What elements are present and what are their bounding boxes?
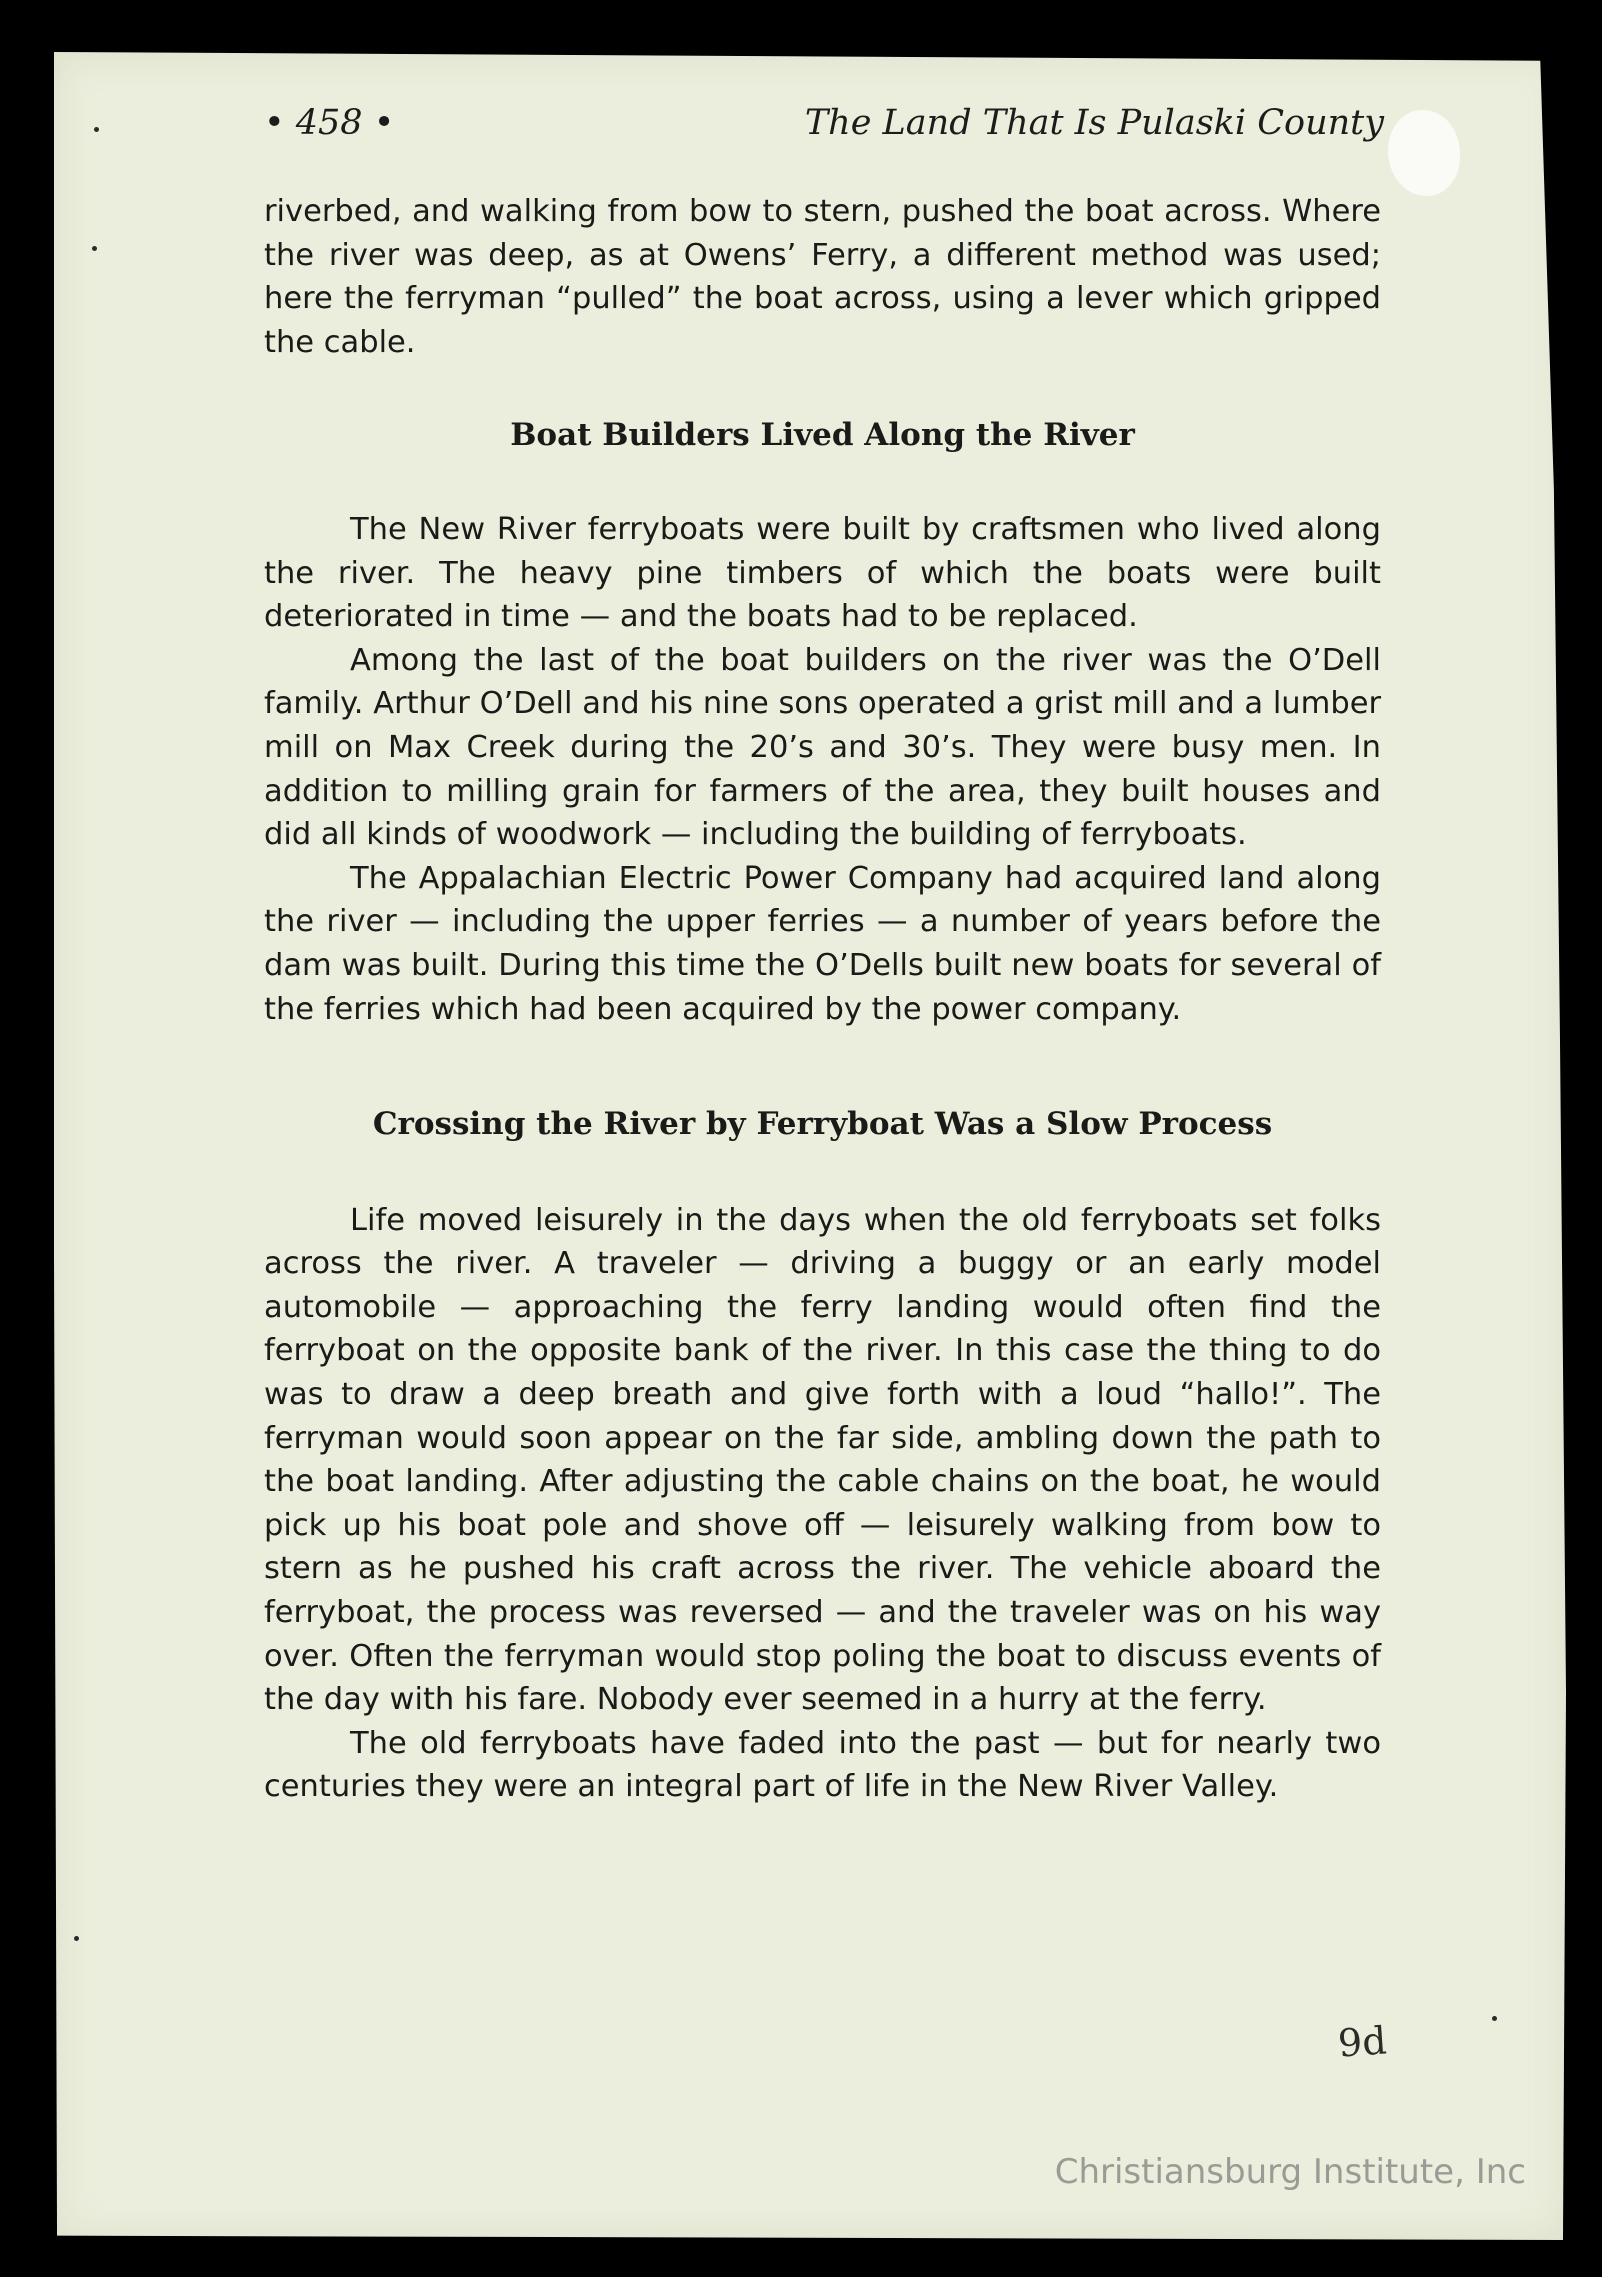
section-heading-boat-builders: Boat Builders Lived Along the River bbox=[510, 417, 1135, 454]
speck-dot bbox=[1492, 2016, 1497, 2021]
paper-tear bbox=[1388, 110, 1460, 196]
opening-paragraph: riverbed, and walking from bow to stern, pushed the boat across. Where the river was deep, as at Owens’ Ferry, a different method was used; here the ferryman “pulled” the boat across, using a lever which gripped the cable. bbox=[264, 194, 1381, 360]
paragraph: Among the last of the boat builders on the river was the O’Dell family. Arthur O’Dell and his nine sons operated a grist mill and a lumber mill on Max Creek during the 20’s and 30’s. They were busy men. In addition to milling grain for farmers of the area, they built houses and did all kinds of woodwork — including the building of ferryboats. bbox=[264, 642, 1381, 853]
watermark: Christiansburg Institute, Inc bbox=[1054, 2152, 1526, 2192]
paragraph: Life moved leisurely in the days when the old ferryboats set folks across the river. A traveler — driving a buggy or an early model automobile — approaching the ferry landing would often find the ferryboat on the opposite bank of the river. In this case the thing to do was to draw a deep breath and give forth with a loud “hallo!”. The ferryman would soon appear on the far side, ambling down the path to the boat landing. After adjusting the cable chains on the boat, he would pick up his boat pole and shove off — leisurely walking from bow to stern as he pushed his craft across the river. The vehicle aboard the ferryboat, the process was reversed — and the traveler was on his way over. Often the ferryman would stop poling the boat to discuss events of the day with his fare. Nobody ever seemed in a hurry at the ferry. bbox=[264, 1202, 1381, 1718]
paragraph: The Appalachian Electric Power Company had acquired land along the river — including the upper ferries — a number of years before the dam was built. During this time the O’Dells built new boats for several of the ferries which had been acquired by the power company. bbox=[264, 860, 1381, 1027]
speck-dot bbox=[74, 1936, 79, 1941]
speck-dot bbox=[94, 127, 99, 132]
paragraph: The old ferryboats have faded into the past — but for nearly two centuries they were an integral part of life in the New River Valley. bbox=[264, 1725, 1381, 1805]
paragraph: The New River ferryboats were built by craftsmen who lived along the river. The heavy pine timbers of which the boats were built deteriorated in time — and the boats had to be replaced. bbox=[264, 511, 1381, 635]
section-heading-crossing-river: Crossing the River by Ferryboat Was a Slow Process bbox=[372, 1106, 1273, 1143]
running-title: The Land That Is Pulaski County bbox=[804, 103, 1384, 143]
text-block bbox=[264, 190, 1381, 1809]
handwritten-annotation: 9d bbox=[1336, 2018, 1388, 2066]
page-number: • 458 • bbox=[264, 103, 395, 143]
speck-dot bbox=[92, 246, 97, 251]
